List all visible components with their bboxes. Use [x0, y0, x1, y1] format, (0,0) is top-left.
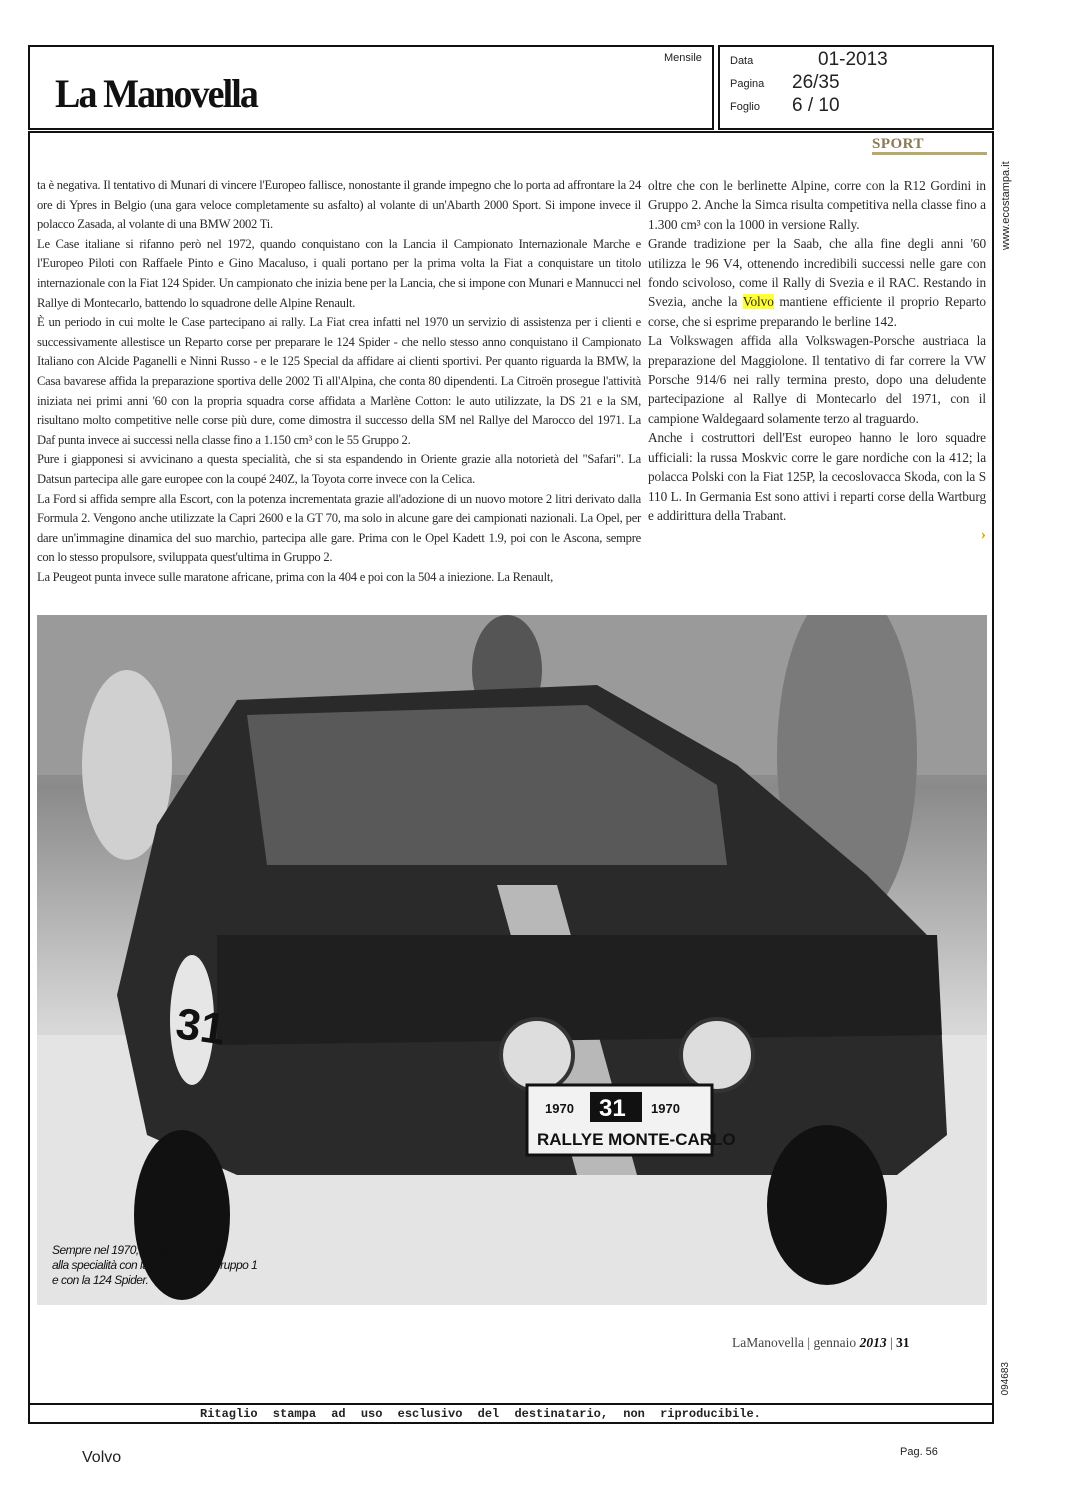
- caption-line: alla specialità con la 125 Special Gruppo 1: [52, 1258, 258, 1272]
- photo-caption: [52, 1243, 257, 1288]
- folio-year: 2013: [859, 1335, 887, 1350]
- plate-rallye-text: RALLYE MONTE-CARLO: [537, 1130, 736, 1149]
- car-illustration: [37, 615, 987, 1305]
- highlighted-keyword: Volvo: [742, 294, 774, 310]
- clipping-page-number: Pag. 56: [900, 1446, 938, 1458]
- paragraph: La Peugeot punta invece sulle maratone africane, prima con la 404 e poi con la 504 a iniezione. La Renault,: [37, 569, 553, 584]
- date-value: 01-2013: [818, 49, 888, 70]
- page-folio: LaManovella | gennaio 2013 | 31: [732, 1335, 910, 1350]
- paragraph: Le Case italiane si rifanno però nel 1972, quando conquistano con la Lancia il Campionato Internazionale Marche e l'Europeo Piloti con Raffaele Pinto e Gino Macaluso, i quali portano per la prima volta la Fiat a conquistare un titolo internazionale con la Fiat 124 Spider. Un campionato che inizia bene per la Lancia, che si impone con Munari e Mannucci nel Rallye di Montecarlo, battendo lo squadrone delle Alpine Renault.: [37, 236, 641, 310]
- frequency-label: Mensile: [664, 52, 702, 64]
- paragraph: Pure i giapponesi si avvicinano a questa specialità, che si sta espandendo in Oriente grazie alla notorietà del "Safari". La Datsun partecipa alle gare europee con la coupé 240Z, la Toyota corre invece con la Celica.: [37, 452, 641, 486]
- masthead-logo: La Manovella: [55, 71, 258, 116]
- clipping-topic: Volvo: [82, 1449, 122, 1466]
- folio-magazine: LaManovella: [732, 1335, 804, 1350]
- plate-number: 31: [599, 1095, 626, 1122]
- text: Grande tradizione per la Saab, che alla fine degli anni '60 utilizza le 96 V4, ottenendo incredibili successi nelle gare con fondo scivoloso, come il Rally di Svezia e il RAC. Restando in Svezia, anche la: [648, 236, 986, 310]
- continue-arrow-icon: ›: [980, 526, 986, 544]
- text: mantiene efficiente il proprio Reparto corse, che si esprime preparando le berline 142.: [648, 294, 986, 329]
- sheet-label: Foglio: [730, 101, 760, 113]
- paragraph: La Volkswagen affida alla Volkswagen-Porsche austriaca la preparazione del Maggiolone. Il tentativo di far correre la VW Porsche 914/6 nei rally termina presto, dopo una deludente partecipazione al Rallye di Montecarlo del 1971, con il campione Waldegaard solamente terzo al traguardo.: [648, 333, 986, 426]
- section-label: SPORT: [872, 136, 924, 152]
- paragraph: Anche i costruttori dell'Est europeo hanno le loro squadre ufficiali: la russa Moskvic corre le gare nordiche con la 412; la polacca Polski con la Fiat 125P, la cecoslovacca Skoda, con la S 110 L. In Germania Est sono attivi i reparti corse della Wartburg e addirittura della Trabant.: [648, 430, 986, 523]
- paragraph: La Ford si affida sempre alla Escort, con la potenza incrementata grazie all'adozione di un nuovo motore 2 litri derivato dalla Formula 2. Vengono anche utilizzate la Capri 2600 e la GT 70, ma solo in alcune gare dei campionati nazionali. La Opel, per dare un'immagine dinamica del suo marchio, partecipa alle gare. Prima con le Opel Kadett 1.9, poi con le Ascona, sempre con lo stesso propulsore, sviluppata quest'ultima in Gruppo 2.: [37, 491, 641, 565]
- sheet-value: 6 / 10: [792, 95, 840, 116]
- folio-month: gennaio: [813, 1335, 857, 1350]
- article-right-column: [648, 176, 986, 545]
- caption-line: e con la 124 Spider.: [52, 1273, 149, 1287]
- rally-car-photo: [37, 615, 987, 1305]
- section-rule: [872, 152, 987, 155]
- page-label: Pagina: [730, 78, 765, 90]
- side-url: www.ecostampa.it: [1000, 161, 1012, 250]
- caption-line: Sempre nel 1970, la Fiat si avvicina: [52, 1243, 224, 1257]
- paragraph: È un periodo in cui molte le Case partecipano ai rally. La Fiat crea infatti nel 1970 un servizio di assistenza per i clienti e successivamente allestisce un Reparto corse per preparare le 124 Spider - che nello stesso anno conquistano il Campionato Italiano con Alcide Paganelli e Ninni Russo - e le 125 Special da affidare ai clienti sportivi. Per quanto riguarda la BMW, la Casa bavarese affida la preparazione sportiva delle 2002 Ti all'Alpina, che conta 80 dipendenti. La Citroën prosegue l'attività iniziata nei primi anni '60 con la propria squadra corse affidata a Marlène Cotton: le auto utilizzate, la DS 21 e la SM, risultano molto competitive nelle corse più dure, come dimostra il successo della SM nel Rallye del Marocco del 1971. La Daf punta invece ai successi nella classe fino a 1.150 cm³ con le 55 Gruppo 2.: [37, 315, 641, 447]
- side-code: 094683: [1000, 1362, 1011, 1396]
- page-value: 26/35: [792, 72, 840, 93]
- disclaimer-divider: [28, 1403, 994, 1405]
- paragraph: [648, 234, 986, 331]
- paragraph: ta è negativa. Il tentativo di Munari di vincere l'Europeo fallisce, nonostante il grande impegno che lo porta ad affrontare la 24 ore di Ypres in Belgio (una gara veloce completamente su asfalto) al volante di un'Abarth 2000 Sport. Si impone invece il polacco Zasada, al volante di una BMW 2002 Ti.: [37, 178, 641, 232]
- folio-page: 31: [896, 1335, 910, 1350]
- plate-year-right: 1970: [651, 1101, 680, 1116]
- article-left-column: [37, 176, 641, 587]
- plate-year-left: 1970: [545, 1101, 574, 1116]
- door-number: 31: [172, 999, 229, 1055]
- date-label: Data: [730, 55, 754, 67]
- paragraph: oltre che con le berlinette Alpine, corre con la R12 Gordini in Gruppo 2. Anche la Simca risulta competitiva nella classe fino a 1.300 cm³ con la 1000 in versione Rally.: [648, 178, 986, 232]
- disclaimer: Ritaglio stampa ad uso esclusivo del destinatario, non riproducibile.: [200, 1407, 761, 1421]
